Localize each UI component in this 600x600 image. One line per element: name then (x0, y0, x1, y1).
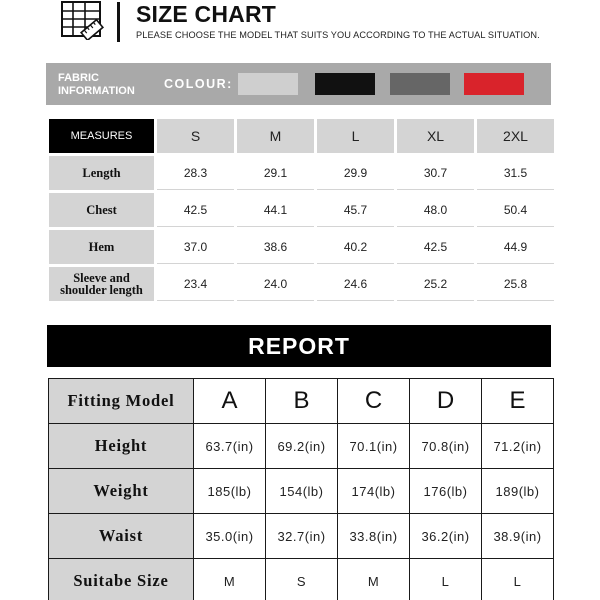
table-cell: 154(lb) (266, 469, 338, 514)
table-cell: 48.0 (397, 193, 474, 227)
row-label-text-line2: shoulder length (60, 283, 143, 297)
table-cell: 44.9 (477, 230, 554, 264)
row-label-hem (49, 230, 154, 264)
table-cell: 63.7(in) (194, 424, 266, 469)
table-cell: 189(lb) (482, 469, 554, 514)
table-row (49, 514, 554, 559)
table-cell: 25.8 (477, 267, 554, 301)
table-cell: M (194, 559, 266, 600)
size-header-s: S (157, 119, 234, 153)
header (60, 0, 560, 50)
table-cell: 35.0(in) (194, 514, 266, 559)
table-row (49, 559, 554, 600)
table-cell: S (266, 559, 338, 600)
size-header-xl: XL (397, 119, 474, 153)
table-cell: 24.0 (237, 267, 314, 301)
row-label-sleeve-shoulder (49, 267, 154, 301)
table-cell: 37.0 (157, 230, 234, 264)
model-header-d: D (410, 379, 482, 424)
table-cell: 185(lb) (194, 469, 266, 514)
table-row (49, 156, 554, 190)
table-cell: 25.2 (397, 267, 474, 301)
fabric-information-bar (46, 63, 551, 105)
table-cell: 40.2 (317, 230, 394, 264)
table-cell: 50.4 (477, 193, 554, 227)
table-row (49, 193, 554, 227)
table-cell: 174(lb) (338, 469, 410, 514)
row-label-suitable-size: Suitabe Size (49, 559, 194, 600)
row-label-text: Hem (88, 240, 115, 254)
table-cell: 69.2(in) (266, 424, 338, 469)
colour-swatch-black[interactable] (315, 73, 375, 95)
table-cell: 176(lb) (410, 469, 482, 514)
table-cell: 38.6 (237, 230, 314, 264)
fitting-model-header: Fitting Model (49, 379, 194, 424)
row-label-height: Height (49, 424, 194, 469)
model-header-a: A (194, 379, 266, 424)
page-subtitle: PLEASE CHOOSE THE MODEL THAT SUITS YOU ACCORDING TO THE ACTUAL SITUATION. (136, 30, 540, 40)
row-label-weight: Weight (49, 469, 194, 514)
table-cell: 42.5 (157, 193, 234, 227)
size-chart-table (46, 116, 557, 304)
size-header-2xl: 2XL (477, 119, 554, 153)
table-cell: 71.2(in) (482, 424, 554, 469)
row-label-text: Sleeve and (73, 271, 130, 285)
table-cell: 45.7 (317, 193, 394, 227)
size-header-m: M (237, 119, 314, 153)
size-header-l: L (317, 119, 394, 153)
table-row (49, 267, 554, 301)
fabric-label-line1: FABRIC (58, 72, 99, 84)
table-row (49, 230, 554, 264)
size-header-row (49, 119, 554, 153)
table-cell: 42.5 (397, 230, 474, 264)
measures-header: MEASURES (49, 119, 154, 153)
table-row (49, 424, 554, 469)
table-row (49, 469, 554, 514)
model-header-e: E (482, 379, 554, 424)
table-cell: 24.6 (317, 267, 394, 301)
table-cell: 44.1 (237, 193, 314, 227)
colour-swatch-red[interactable] (464, 73, 524, 95)
row-label-chest (49, 193, 154, 227)
page-title: SIZE CHART (136, 1, 276, 27)
model-header-c: C (338, 379, 410, 424)
colour-label: COLOUR: (164, 77, 233, 91)
table-cell: 36.2(in) (410, 514, 482, 559)
row-label-text: Length (82, 166, 121, 180)
report-table (48, 378, 554, 600)
model-header-b: B (266, 379, 338, 424)
size-chart-logo-icon (60, 0, 104, 40)
colour-swatch-dark-gray[interactable] (390, 73, 450, 95)
table-cell: 70.8(in) (410, 424, 482, 469)
report-banner: REPORT (47, 325, 551, 367)
header-divider (117, 2, 120, 42)
fabric-label-line2: INFORMATION (58, 84, 135, 97)
colour-swatch-light-gray[interactable] (238, 73, 298, 95)
table-cell: L (482, 559, 554, 600)
table-cell: 38.9(in) (482, 514, 554, 559)
report-header-row (49, 379, 554, 424)
row-label-waist: Waist (49, 514, 194, 559)
table-cell: M (338, 559, 410, 600)
table-cell: 31.5 (477, 156, 554, 190)
table-cell: 30.7 (397, 156, 474, 190)
table-cell: 23.4 (157, 267, 234, 301)
table-cell: 28.3 (157, 156, 234, 190)
row-label-length (49, 156, 154, 190)
table-cell: 32.7(in) (266, 514, 338, 559)
row-label-text: Chest (86, 203, 117, 217)
table-cell: 29.1 (237, 156, 314, 190)
table-cell: 29.9 (317, 156, 394, 190)
fabric-label (58, 72, 135, 97)
table-cell: 33.8(in) (338, 514, 410, 559)
table-cell: L (410, 559, 482, 600)
table-cell: 70.1(in) (338, 424, 410, 469)
